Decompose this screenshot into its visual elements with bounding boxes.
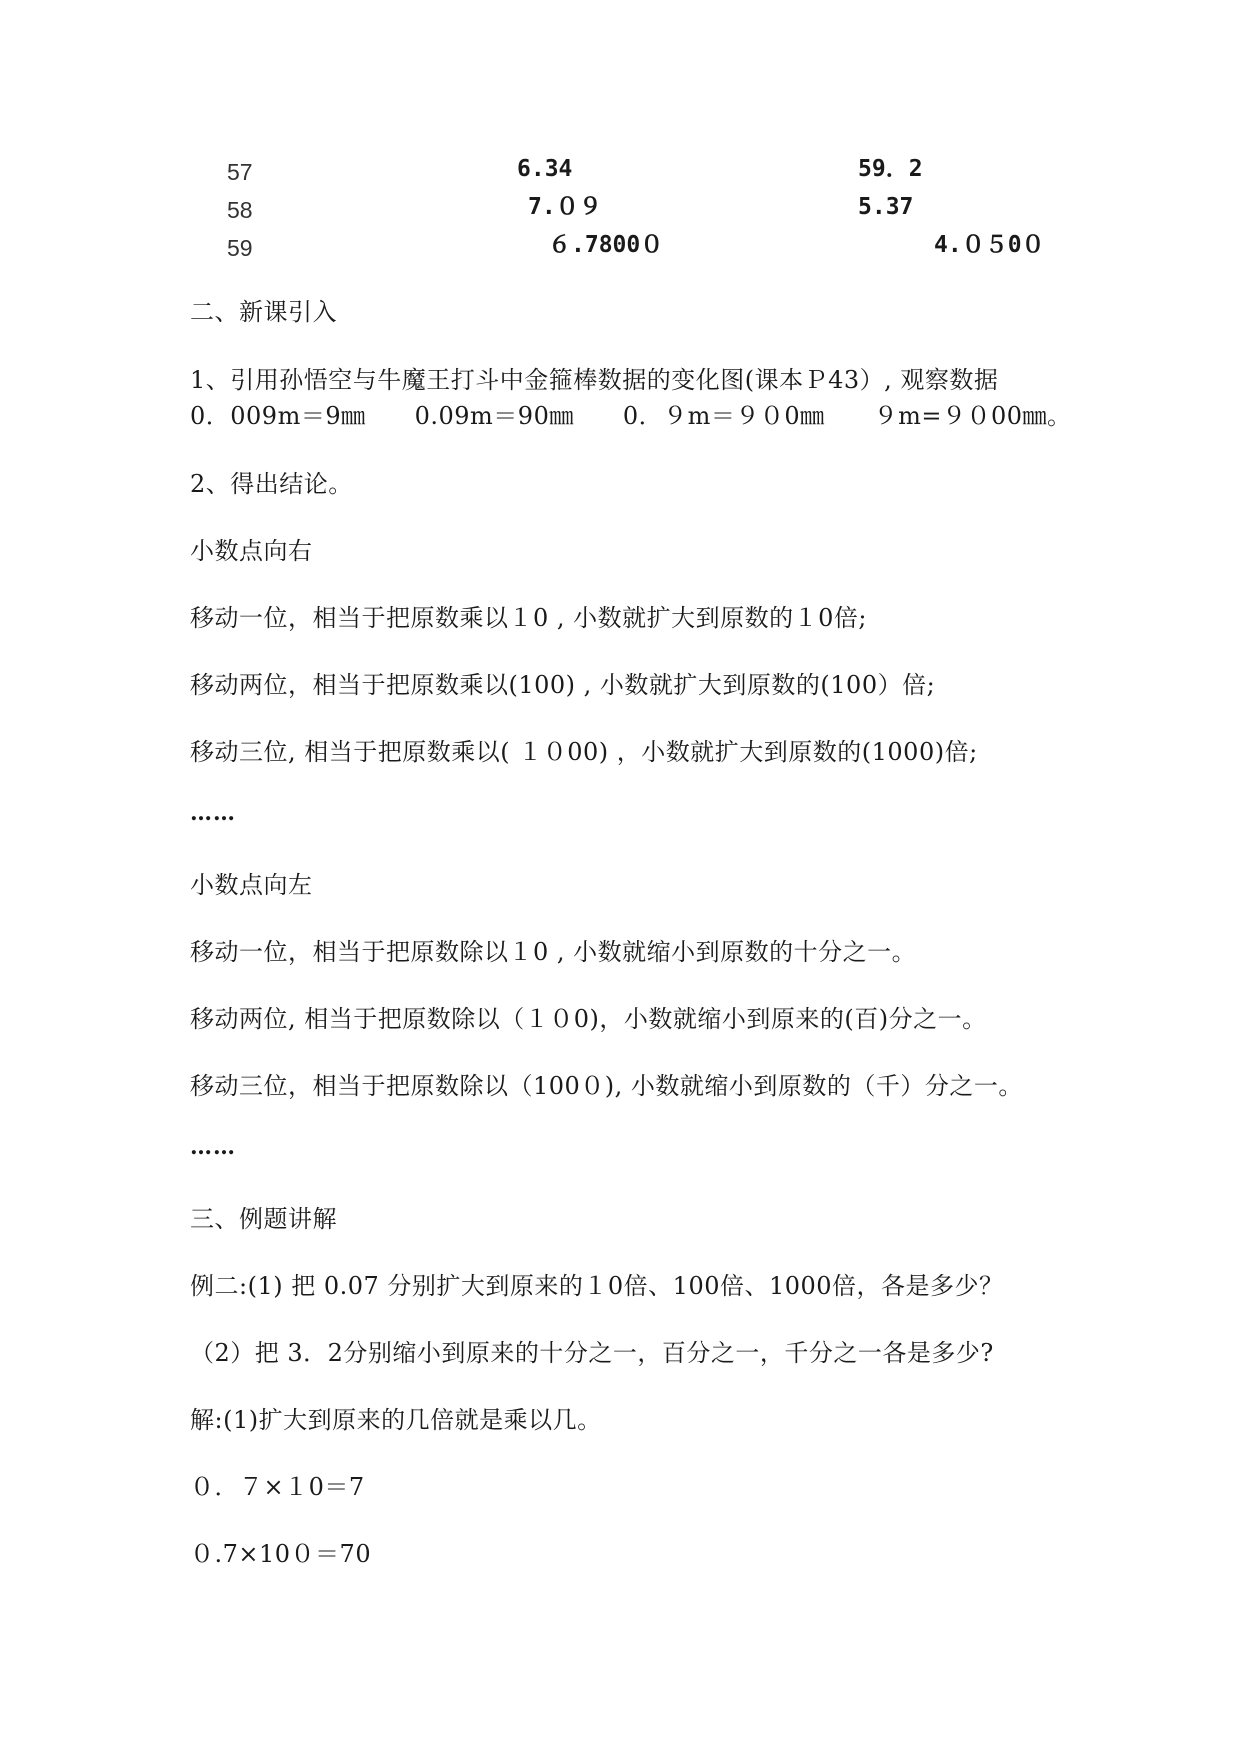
paragraph: 移动一位，相当于把原数除以１0 , 小数就缩小到原数的十分之一。	[190, 938, 917, 966]
paragraph: 移动两位, 相当于把原数除以（１０0)，小数就缩小到原来的(百)分之一。	[190, 1005, 987, 1033]
row-index: 57	[227, 159, 253, 185]
subheading: 小数点向右	[190, 537, 313, 565]
row-value-b: 5.37	[858, 194, 914, 220]
row-value-a: ６.7800０	[548, 232, 664, 258]
row-value-b: 59．2	[858, 156, 923, 182]
row-value-a: 7.０９	[528, 194, 602, 220]
paragraph: 1、引用孙悟空与牛魔王打斗中金箍棒数据的变化图(课本Ｐ43）, 观察数据	[190, 366, 999, 394]
paragraph: 移动三位，相当于把原数除以（100０), 小数就缩小到原数的（千）分之一。	[190, 1072, 1023, 1100]
row-value-a: 6.34	[517, 156, 573, 182]
section-heading: 二、新课引入	[190, 298, 337, 326]
ellipsis: ……	[190, 1134, 236, 1160]
paragraph: 0．009m＝9㎜ 0.09m＝90㎜ 0．９m＝９０0㎜ ９m=９０00㎜。	[190, 402, 1072, 430]
paragraph: （2）把 3．2分别缩小到原来的十分之一，百分之一，千分之一各是多少?	[190, 1339, 994, 1367]
row-index: 59	[227, 235, 253, 261]
paragraph: 例二:(1) 把 0.07 分别扩大到原来的１0倍、100倍、1000倍，各是多少？	[190, 1272, 1004, 1300]
paragraph: 2、得出结论。	[190, 470, 353, 498]
paragraph: 解:(1)扩大到原来的几倍就是乘以几。	[190, 1406, 602, 1434]
subheading: 小数点向左	[190, 871, 313, 899]
equation: ０．７×１0＝7	[190, 1473, 365, 1501]
row-index: 58	[227, 197, 253, 223]
row-value-b: 4.０５0０	[934, 232, 1045, 258]
section-heading: 三、例题讲解	[190, 1205, 337, 1233]
paragraph: 移动两位，相当于把原数乘以(100) , 小数就扩大到原数的(100）倍;	[190, 671, 936, 699]
ellipsis: ……	[190, 800, 236, 826]
equation: ０.7×10０＝70	[190, 1540, 372, 1568]
paragraph: 移动一位，相当于把原数乘以１0 , 小数就扩大到原数的１0倍;	[190, 604, 868, 632]
paragraph: 移动三位, 相当于把原数乘以( １０00) ，小数就扩大到原数的(1000)倍;	[190, 738, 978, 766]
